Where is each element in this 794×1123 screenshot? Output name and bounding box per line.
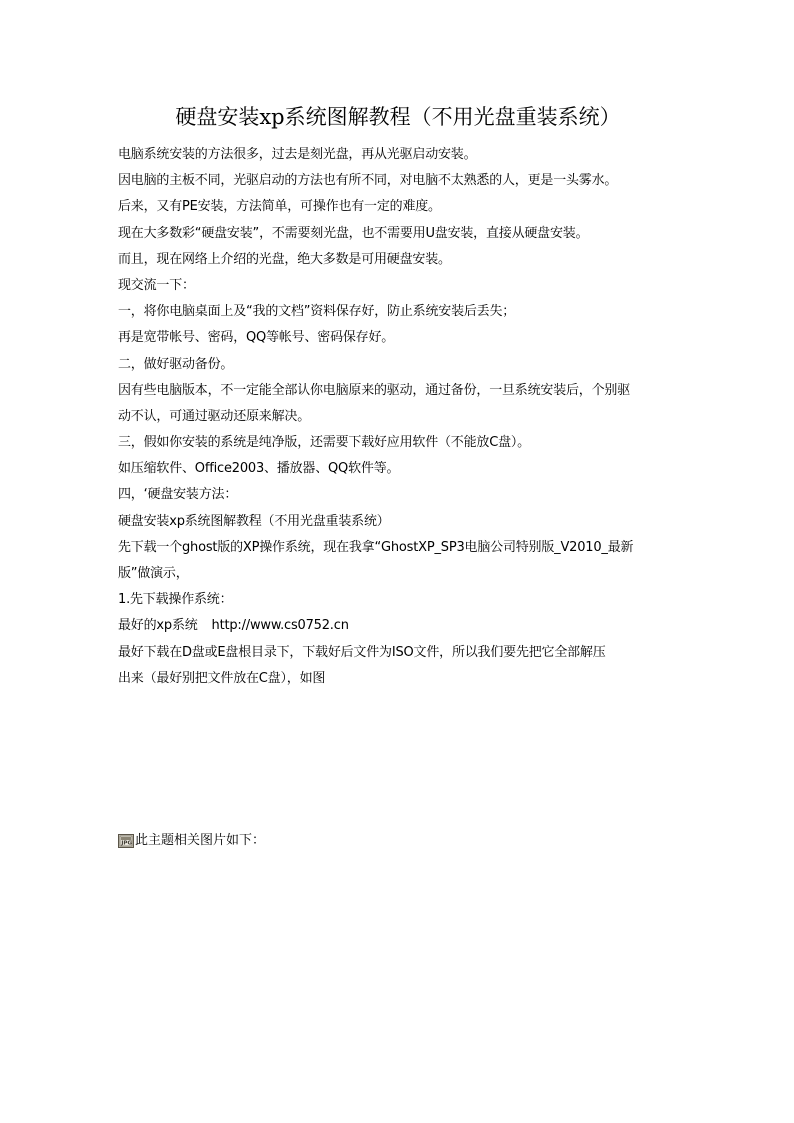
paragraph-line: 最好下载在D盘或E盘根目录下，下载好后文件为ISO文件，所以我们要先把它全部解压 [118, 644, 606, 660]
document-body [118, 142, 680, 692]
paragraph-line: 后来，又有PE安装，方法简单，可操作也有一定的难度。 [118, 199, 441, 215]
paragraph-line: 出来（最好别把文件放在C盘），如图 [118, 670, 326, 686]
image-icon [118, 834, 134, 848]
paragraph-line: 一，将你电脑桌面上及“我的文档”资料保存好，防止系统安装后丢失； [118, 304, 516, 320]
paragraph-line: 四，‘硬盘安装方法： [118, 487, 238, 503]
paragraph-line: 动不认，可通过驱动还原来解决。 [118, 408, 311, 424]
paragraph-line: 因有些电脑版本，不一定能全部认你电脑原来的驱动，通过备份，一旦系统安装后，个别驱 [118, 382, 631, 398]
best-xp-label: 最好的xp系统 [118, 618, 198, 634]
paragraph-line: 现交流一下： [118, 277, 195, 293]
paragraph-line: 三，假如你安装的系统是纯净版，还需要下载好应用软件（不能放C盘）。 [118, 435, 530, 451]
paragraph-line: 电脑系统安装的方法很多，过去是刻光盘，再从光驱启动安装。 [118, 147, 477, 162]
best-xp-line [118, 613, 680, 639]
paragraph-line: 1.先下载操作系统： [118, 592, 233, 608]
paragraph-line: 现在大多数彩“硬盘安装”，不需要刻光盘，也不需要用U盘安装，直接从硬盘安装。 [118, 225, 589, 241]
best-xp-link[interactable]: http://www.cs0752.cn [211, 618, 349, 634]
paragraph-line: 如压缩软件、Office2003、播放器、QQ软件等。 [118, 461, 400, 477]
paragraph-line: 因电脑的主板不同，光驱启动的方法也有所不同，对电脑不太熟悉的人，更是一头雾水。 [118, 173, 618, 189]
paragraph-line: 再是宽带帐号、密码，QQ等帐号、密码保存好。 [118, 330, 395, 346]
document-title: 硬盘安装xp系统图解教程（不用光盘重装系统） [175, 105, 621, 129]
paragraph-line: 版”做演示， [118, 566, 189, 581]
paragraph-line: 硬盘安装xp系统图解教程（不用光盘重装系统） [118, 513, 390, 529]
paragraph-line: 先下载一个ghost版的XP操作系统，现在我拿“GhostXP_SP3电脑公司特别版_V2010_最新 [118, 539, 634, 555]
related-images-caption [118, 829, 265, 853]
paragraph-line: 二，做好驱动备份。 [118, 356, 234, 372]
svg-text:JPG: JPG [121, 840, 132, 847]
image-caption-text: 此主题相关图片如下： [135, 833, 266, 848]
paragraph-line: 而且，现在网络上介绍的光盘，绝大多数是可用硬盘安装。 [118, 251, 451, 267]
